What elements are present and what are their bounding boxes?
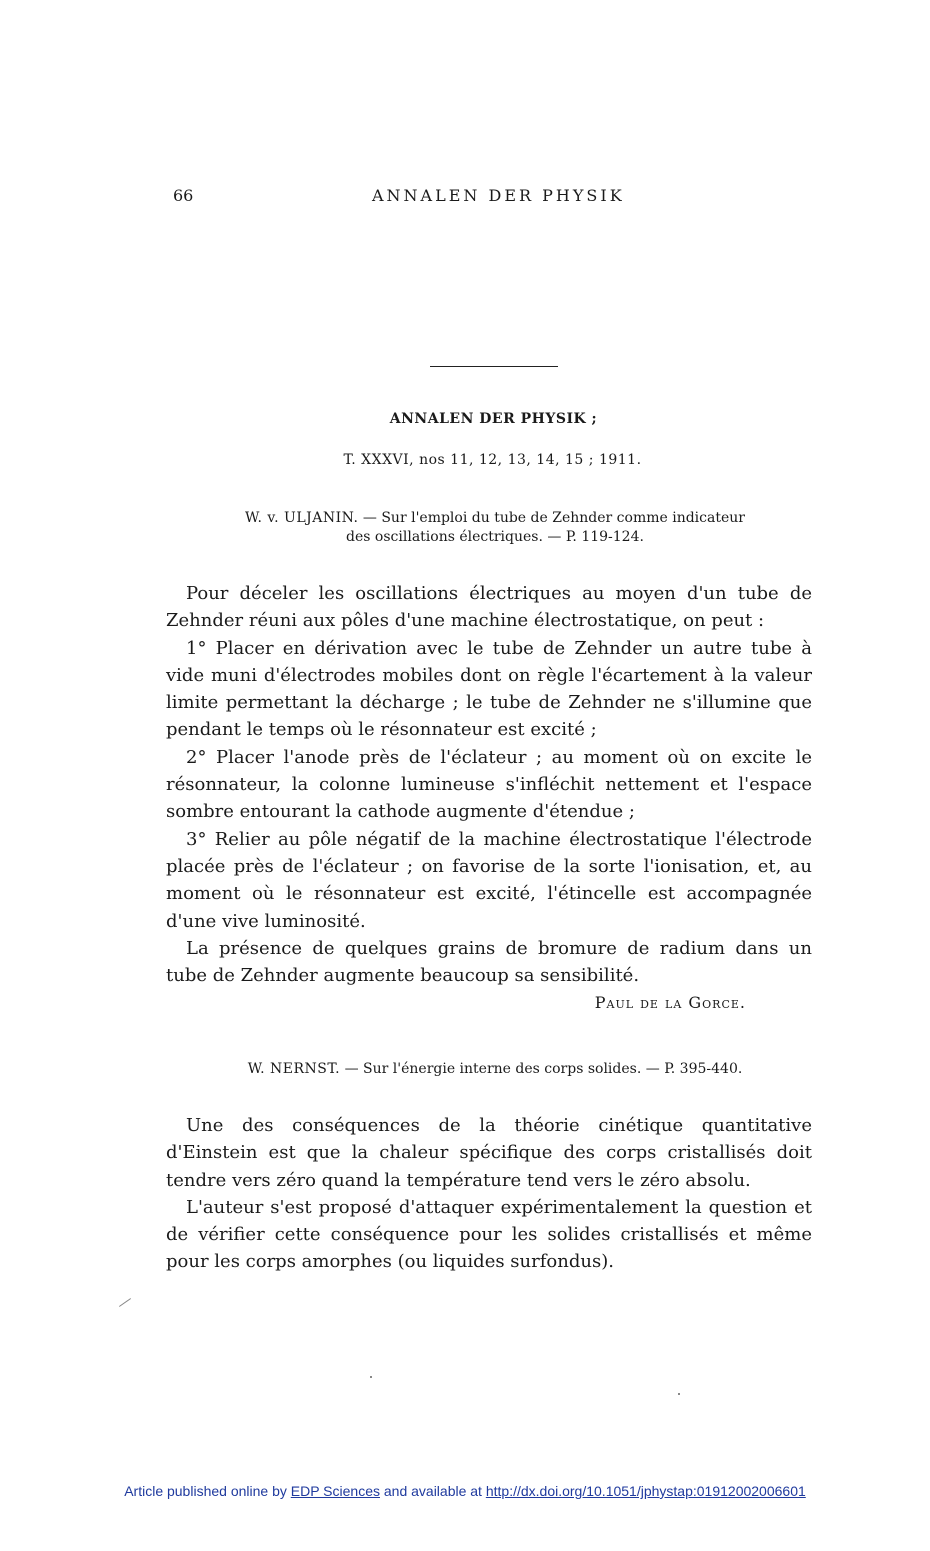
article2-author: W. NERNST. <box>247 1061 341 1077</box>
article2-title: — Sur l'énergie interne des corps solides. — P. 395-440. <box>340 1061 743 1077</box>
paragraph: 1° Placer en dérivation avec le tube de Zehnder un autre tube à vide muni d'électrodes mobiles dont on règle l'écartement à la valeur limite permettant la décharge ; le tube de Zehnder ne s'illumine que pendant le temps où le résonnateur est excité ; <box>166 637 812 741</box>
article1-body <box>166 580 812 1017</box>
section-divider <box>430 366 558 367</box>
section-title: ANNALEN DER PHYSIK ; <box>389 411 598 427</box>
paragraph: 2° Placer l'anode près de l'éclateur ; au moment où on excite le résonnateur, la colonne lumineuse s'infléchit nettement et l'espace sombre entourant la cathode augmente d'étendue ; <box>166 746 812 823</box>
publisher-link[interactable]: EDP Sciences <box>290 1483 380 1499</box>
article2-body <box>166 1112 812 1276</box>
paragraph: Une des conséquences de la théorie cinétique quantitative d'Einstein est que la chaleur spécifique des corps cristallisés doit tendre vers zéro quand la température tend vers le zéro absolu. <box>166 1115 812 1191</box>
publication-footer <box>0 1483 930 1499</box>
article1-author: W. v. ULJANIN. <box>245 510 359 526</box>
footer-prefix: Article published online by <box>124 1483 291 1499</box>
footer-middle: and available at <box>379 1483 486 1499</box>
paragraph: 3° Relier au pôle négatif de la machine électrostatique l'électrode placée près de l'éclateur ; on favorise de la sorte l'ionisation, et, au moment où le résonnateur est excité, l'étincelle est accompagnée d'une vive luminosité. <box>166 828 812 932</box>
paragraph: Pour déceler les oscillations électriques au moyen d'un tube de Zehnder réuni aux pôles d'une machine électrostatique, on peut : <box>166 583 812 632</box>
signature: Paul de la Gorce. <box>594 993 746 1013</box>
scan-artifact <box>119 1298 131 1307</box>
article1-heading <box>170 509 820 547</box>
journal-running-title: ANNALEN DER PHYSIK <box>372 186 625 205</box>
article2-heading <box>170 1060 820 1079</box>
article1-title-line1: — Sur l'emploi du tube de Zehnder comme indicateur <box>358 510 745 526</box>
running-head <box>0 186 930 210</box>
scan-artifact <box>370 1376 372 1378</box>
paragraph: La présence de quelques grains de bromure de radium dans un tube de Zehnder augmente beaucoup sa sensibilité. <box>166 937 812 987</box>
page-number: 66 <box>173 186 194 205</box>
volume-line: T. XXXVI, nos 11, 12, 13, 14, 15 ; 1911. <box>343 452 642 468</box>
paragraph: L'auteur s'est proposé d'attaquer expérimentalement la question et de vérifier cette conséquence pour les solides cristallisés et même pour les corps amorphes (ou liquides surfondus). <box>166 1196 812 1273</box>
doi-link[interactable]: http://dx.doi.org/10.1051/jphystap:01912002006601 <box>485 1483 806 1499</box>
article1-title-line2: des oscillations électriques. — P. 119-124. <box>346 529 644 545</box>
scan-artifact <box>678 1393 680 1395</box>
